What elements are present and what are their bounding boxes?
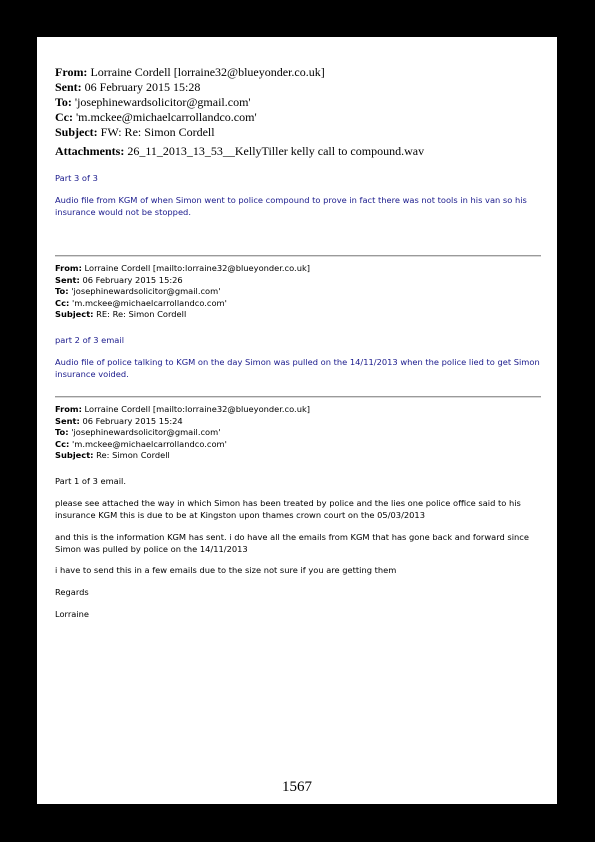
email1-sent-row (55, 80, 325, 95)
sent-value: 06 February 2015 15:28 (84, 80, 201, 94)
sent-value: 06 February 2015 15:26 (82, 274, 183, 285)
to-label: To: (55, 427, 69, 438)
email1-header (55, 65, 325, 140)
email1-cc-row (55, 110, 325, 125)
cc-label: Cc: (55, 110, 73, 124)
email2-body-line: part 2 of 3 email (55, 335, 125, 345)
attachment-filename: 26_11_2013_13_53__KellyTiller kelly call to compound.wav (127, 144, 425, 158)
page-number: 1567 (282, 779, 312, 795)
email3-from-row (55, 404, 310, 416)
from-value: Lorraine Cordell [lorraine32@blueyonder.co.uk] (90, 65, 325, 79)
email3-signature: Lorraine (55, 609, 89, 619)
email-divider (55, 396, 541, 398)
email2-to-row (55, 286, 310, 298)
email3-subject-row (55, 450, 310, 462)
cc-value: 'm.mckee@michaelcarrollandco.com' (71, 297, 227, 308)
to-label: To: (55, 286, 69, 297)
email2-sent-row (55, 275, 310, 287)
sent-value: 06 February 2015 15:24 (82, 415, 183, 426)
email3-closing: Regards (55, 587, 89, 597)
cc-label: Cc: (55, 297, 70, 308)
email2-from-row (55, 263, 310, 275)
to-value: 'josephinewardsolicitor@gmail.com' (74, 95, 251, 109)
email3-body-line: Part 1 of 3 email. (55, 476, 127, 486)
to-value: 'josephinewardsolicitor@gmail.com' (71, 427, 221, 438)
cc-value: 'm.mckee@michaelcarrollandco.com' (71, 438, 227, 449)
cc-label: Cc: (55, 438, 70, 449)
document-page (37, 37, 557, 804)
email2-cc-row (55, 298, 310, 310)
email3-cc-row (55, 439, 310, 451)
subject-value: RE: Re: Simon Cordell (96, 309, 187, 320)
sent-label: Sent: (55, 80, 82, 94)
from-label: From: (55, 263, 82, 273)
from-value: Lorraine Cordell [mailto:lorraine32@blueyonder.co.uk] (84, 404, 310, 414)
to-label: To: (55, 95, 72, 109)
email2-subject-row (55, 309, 310, 321)
to-value: 'josephinewardsolicitor@gmail.com' (71, 286, 221, 297)
subject-value: FW: Re: Simon Cordell (100, 125, 215, 139)
email3-body-paragraph: and this is the information KGM has sent. i do have all the emails from KGM that has gone back and forward since Simon was pulled by police on the 14/11/2013 (55, 532, 529, 554)
subject-label: Subject: (55, 450, 94, 461)
email1-from-row (55, 65, 325, 80)
sent-label: Sent: (55, 274, 80, 285)
email-divider (55, 255, 541, 257)
email1-body-paragraph: Audio file from KGM of when Simon went to police compound to prove in fact there was not tools in his van so his insurance would not be stopped. (55, 195, 527, 217)
email1-attachments-row (55, 144, 424, 159)
subject-label: Subject: (55, 309, 94, 320)
email1-to-row (55, 95, 325, 110)
from-value: Lorraine Cordell [mailto:lorraine32@blueyonder.co.uk] (84, 263, 310, 273)
email1-body-line: Part 3 of 3 (55, 173, 98, 183)
subject-value: Re: Simon Cordell (96, 450, 170, 461)
email3-body-paragraph: i have to send this in a few emails due to the size not sure if you are getting them (55, 565, 397, 575)
email2-header (55, 263, 310, 321)
email2-body-paragraph: Audio file of police talking to KGM on the day Simon was pulled on the 14/11/2013 when the police lied to get Simon insurance voided. (55, 357, 540, 379)
email3-to-row (55, 427, 310, 439)
email1-subject-row (55, 125, 325, 140)
sent-label: Sent: (55, 415, 80, 426)
email3-body-paragraph: please see attached the way in which Simon has been treated by police and the lies one police office said to his insurance KGM this is due to be at Kingston upon thames crown court on the 05/03/2013 (55, 498, 521, 520)
email3-header (55, 404, 310, 462)
cc-value: 'm.mckee@michaelcarrollandco.com' (76, 110, 257, 124)
from-label: From: (55, 65, 88, 79)
subject-label: Subject: (55, 125, 98, 139)
email3-sent-row (55, 416, 310, 428)
attachments-label: Attachments: (55, 144, 125, 158)
from-label: From: (55, 404, 82, 414)
